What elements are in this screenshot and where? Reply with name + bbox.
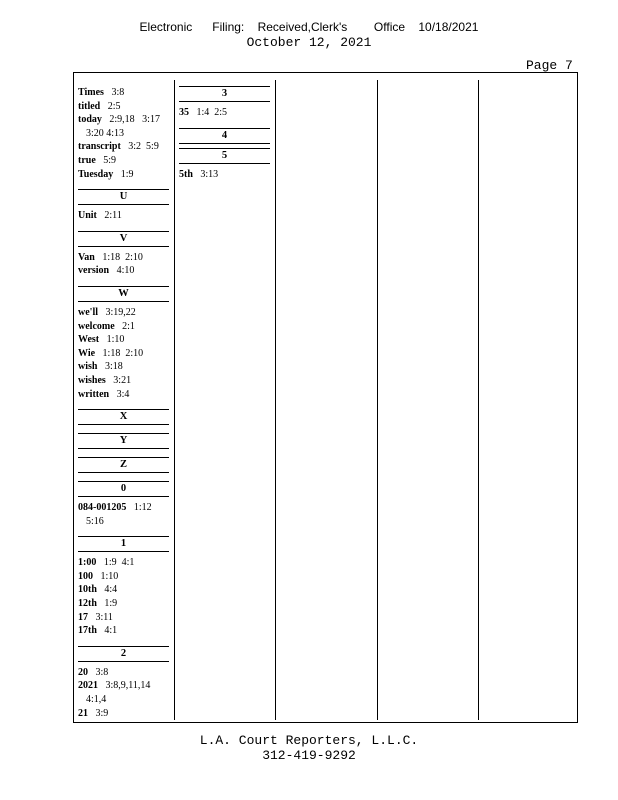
index-refs: 3:4 xyxy=(109,388,130,400)
index-term: wish xyxy=(78,361,98,373)
index-refs: 4:10 xyxy=(109,265,135,277)
index-group-2 xyxy=(78,666,169,720)
index-term: today xyxy=(78,114,102,126)
index-refs-continued: 3:20 4:13 xyxy=(86,127,125,139)
index-refs: 4:1 xyxy=(96,625,118,637)
index-entry xyxy=(78,209,169,223)
index-entry xyxy=(78,501,169,515)
index-entry xyxy=(78,86,169,100)
index-term: 20 xyxy=(78,666,88,678)
index-refs: 3:9 xyxy=(88,707,109,719)
index-entry xyxy=(179,168,270,182)
index-entry xyxy=(78,306,169,320)
index-term: Tuesday xyxy=(78,168,114,180)
index-term: 21 xyxy=(78,707,88,719)
index-entry xyxy=(78,388,169,402)
section-heading-3: 3 xyxy=(179,86,270,102)
index-entry xyxy=(78,679,169,693)
index-entry xyxy=(78,154,169,168)
index-column-2 xyxy=(179,80,270,181)
index-term: 17th xyxy=(78,625,97,637)
index-entry xyxy=(78,264,169,278)
index-group-t xyxy=(78,86,169,181)
index-entry xyxy=(78,347,169,361)
index-group-1 xyxy=(78,556,169,638)
index-refs-continued: 5:16 xyxy=(86,515,104,527)
column-divider xyxy=(174,80,175,720)
index-term: Times xyxy=(78,87,104,98)
index-entry xyxy=(78,113,169,127)
index-refs: 1:4 2:5 xyxy=(189,107,228,118)
section-heading-1: 1 xyxy=(78,536,169,552)
index-refs: 3:19,22 xyxy=(98,306,136,318)
reporter-name: L.A. Court Reporters, L.L.C. xyxy=(199,733,419,748)
index-term: 17 xyxy=(78,611,88,623)
section-heading-w: W xyxy=(78,286,169,302)
index-group-w xyxy=(78,306,169,401)
index-term: 5th xyxy=(179,168,193,180)
page-number: Page 7 xyxy=(526,58,573,73)
index-entry xyxy=(78,666,169,680)
section-heading-u: U xyxy=(78,189,169,205)
index-refs: 3:21 xyxy=(105,374,132,386)
index-group-v xyxy=(78,251,169,278)
index-entry xyxy=(78,140,169,154)
index-term: 100 xyxy=(78,570,93,582)
index-entry xyxy=(78,624,169,638)
index-term: West xyxy=(78,334,100,346)
index-term: Wie xyxy=(78,347,96,359)
index-term: 084-001205 xyxy=(78,502,127,514)
section-heading-y: Y xyxy=(78,433,169,449)
index-refs: 1:18 2:10 xyxy=(95,347,144,359)
section-heading-z: Z xyxy=(78,457,169,473)
index-term: Unit xyxy=(78,210,97,222)
section-heading-2: 2 xyxy=(78,646,169,662)
index-refs: 3:13 xyxy=(192,168,219,180)
index-entry xyxy=(78,360,169,374)
index-entry xyxy=(78,611,169,625)
index-term: 1:00 xyxy=(78,557,97,569)
index-refs: 5:9 xyxy=(95,154,117,166)
index-entry xyxy=(78,320,169,334)
section-heading-0: 0 xyxy=(78,481,169,497)
index-refs: 3:8,9,11,14 xyxy=(98,680,151,692)
index-group-0 xyxy=(78,501,169,528)
index-term: welcome xyxy=(78,320,115,332)
index-term: true xyxy=(78,154,96,166)
index-refs: 3:8 xyxy=(103,87,125,98)
index-group-5 xyxy=(179,168,270,182)
index-refs: 1:12 xyxy=(126,502,152,514)
column-divider xyxy=(377,80,378,720)
index-refs: 1:10 xyxy=(99,334,125,346)
section-heading-v: V xyxy=(78,231,169,247)
index-refs: 2:9,18 3:17 xyxy=(101,114,160,126)
index-term: 35 xyxy=(179,107,189,118)
index-entry xyxy=(78,707,169,721)
index-term: 2021 xyxy=(78,680,98,692)
index-term: Van xyxy=(78,251,95,263)
index-entry xyxy=(78,556,169,570)
index-refs: 3:11 xyxy=(88,611,113,623)
index-term: 10th xyxy=(78,584,97,596)
index-refs: 4:4 xyxy=(96,584,118,596)
section-heading-x: X xyxy=(78,409,169,425)
index-entry xyxy=(78,333,169,347)
index-term: written xyxy=(78,388,110,400)
index-term: version xyxy=(78,265,110,277)
index-group-3 xyxy=(179,106,270,120)
index-refs: 1:9 xyxy=(113,168,134,180)
index-refs: 1:9 xyxy=(96,598,118,610)
index-term: we'll xyxy=(78,306,98,318)
index-refs: 1:10 xyxy=(93,570,119,582)
index-entry xyxy=(179,106,270,120)
index-term: transcript xyxy=(78,141,121,153)
index-entry xyxy=(78,583,169,597)
section-heading-4: 4 xyxy=(179,128,270,144)
section-heading-5: 5 xyxy=(179,148,270,164)
index-term: titled xyxy=(78,100,101,112)
transcript-date: October 12, 2021 xyxy=(246,35,372,50)
index-refs: 2:5 xyxy=(100,100,121,112)
index-entry xyxy=(78,168,169,182)
index-refs: 2:1 xyxy=(114,320,135,332)
index-refs: 3:2 5:9 xyxy=(120,141,159,153)
column-divider xyxy=(478,80,479,720)
index-entry xyxy=(78,100,169,114)
reporter-phone: 312-419-9292 xyxy=(262,748,356,763)
index-term: 12th xyxy=(78,598,97,610)
index-refs: 1:18 2:10 xyxy=(94,251,143,263)
index-refs-continued: 4:1,4 xyxy=(86,694,107,706)
index-group-u xyxy=(78,209,169,223)
index-refs: 3:18 xyxy=(97,361,123,373)
index-refs: 1:9 4:1 xyxy=(96,557,135,569)
index-refs: 3:8 xyxy=(88,666,109,678)
index-entry xyxy=(78,597,169,611)
index-term: wishes xyxy=(78,374,106,386)
filing-stamp: Electronic Filing: Received,Clerk's Office 10/18/2021 xyxy=(139,20,479,34)
index-refs: 2:11 xyxy=(96,210,122,222)
index-entry xyxy=(78,251,169,265)
index-entry xyxy=(78,570,169,584)
index-entry xyxy=(78,374,169,388)
index-column-1 xyxy=(78,86,169,720)
column-divider xyxy=(275,80,276,720)
